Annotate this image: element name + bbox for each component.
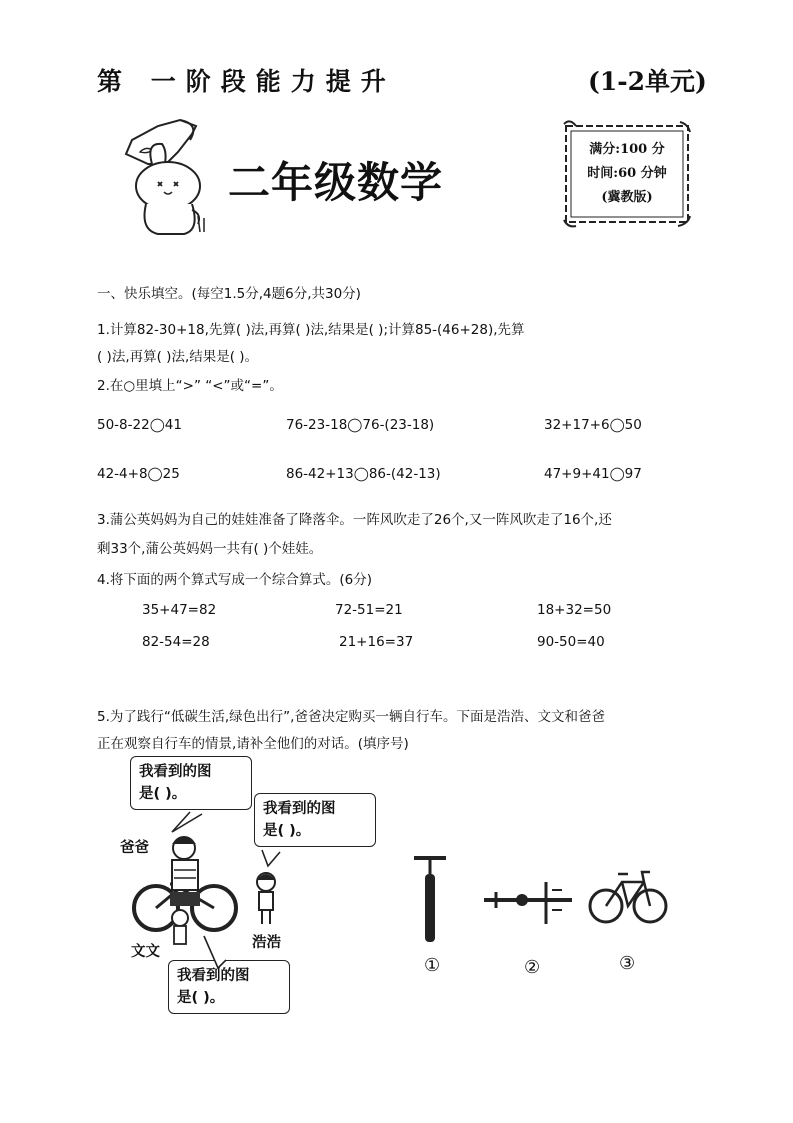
edition: (冀教版) [601,190,653,205]
option-2: ② [524,957,541,978]
bubble-text-line2: 是( )。 [263,823,311,839]
label-wenwen: 文文 [131,944,160,960]
q1-line1: 1.计算82-30+18,先算( )法,再算( )法,结果是( );计算85-(46+28),先算 [97,322,525,338]
score-box [562,120,692,228]
bubble-text-line2: 是( )。 [139,786,187,802]
label-dad: 爸爸 [120,840,149,856]
q2-text: 2.在○里填上“>” “<”或“=”。 [97,378,283,394]
bubble-text-line1: 我看到的图 [139,764,212,780]
label-haohao: 浩浩 [252,935,281,951]
q4-eq-6: 90-50=40 [537,634,605,650]
q3-line1: 3.蒲公英妈妈为自己的娃娃准备了降落伞。一阵风吹走了26个,又一阵风吹走了16个,还 [97,512,612,528]
time-limit: 时间:60 分钟 [587,166,667,181]
stage-title: 第 一阶段能力提升 [97,67,396,96]
q2-expr-6: 47+9+41◯97 [544,466,642,482]
q4-eq-3: 18+32=50 [537,602,612,618]
q1-line2: ( )法,再算( )法,结果是( )。 [97,349,259,365]
q2-expr-3: 32+17+6◯50 [544,417,642,433]
bicycle-top-view-icon [482,878,574,928]
q4-eq-2: 72-51=21 [335,602,403,618]
q2-expr-1: 50-8-22◯41 [97,417,182,433]
section-heading: 一、快乐填空。(每空1.5分,4题6分,共30分) [97,286,361,302]
q2-expr-5: 86-42+13◯86-(42-13) [286,466,441,482]
option-1: ① [424,955,441,976]
q3-line2: 剩33个,蒲公英妈妈一共有( )个娃娃。 [97,541,323,557]
q2-expr-4: 42-4+8◯25 [97,466,180,482]
page-title: 二年级数学 [228,158,444,207]
option-3: ③ [619,953,636,974]
bubble-text-line1: 我看到的图 [263,801,336,817]
rabbit-illustration [118,112,218,242]
q4-eq-4: 82-54=28 [142,634,210,650]
q4-eq-5: 21+16=37 [339,634,414,650]
full-score: 满分:100 分 [589,142,665,157]
q4-eq-1: 35+47=82 [142,602,217,618]
q5-line1: 5.为了践行“低碳生活,绿色出行”,爸爸决定购买一辆自行车。下面是浩浩、文文和爸爸 [97,709,605,725]
bicycle-front-view-icon [410,852,450,944]
units-label: (1-2单元) [588,67,707,96]
bicycle-side-view-icon [588,860,668,930]
q4-text: 4.将下面的两个算式写成一个综合算式。(6分) [97,572,373,588]
bubble-text-line1: 我看到的图 [177,968,250,984]
q5-line2: 正在观察自行车的情景,请补全他们的对话。(填序号) [97,736,409,752]
score-box-text [562,138,692,210]
bubble-text-line2: 是( )。 [177,990,225,1006]
q2-expr-2: 76-23-18◯76-(23-18) [286,417,435,433]
